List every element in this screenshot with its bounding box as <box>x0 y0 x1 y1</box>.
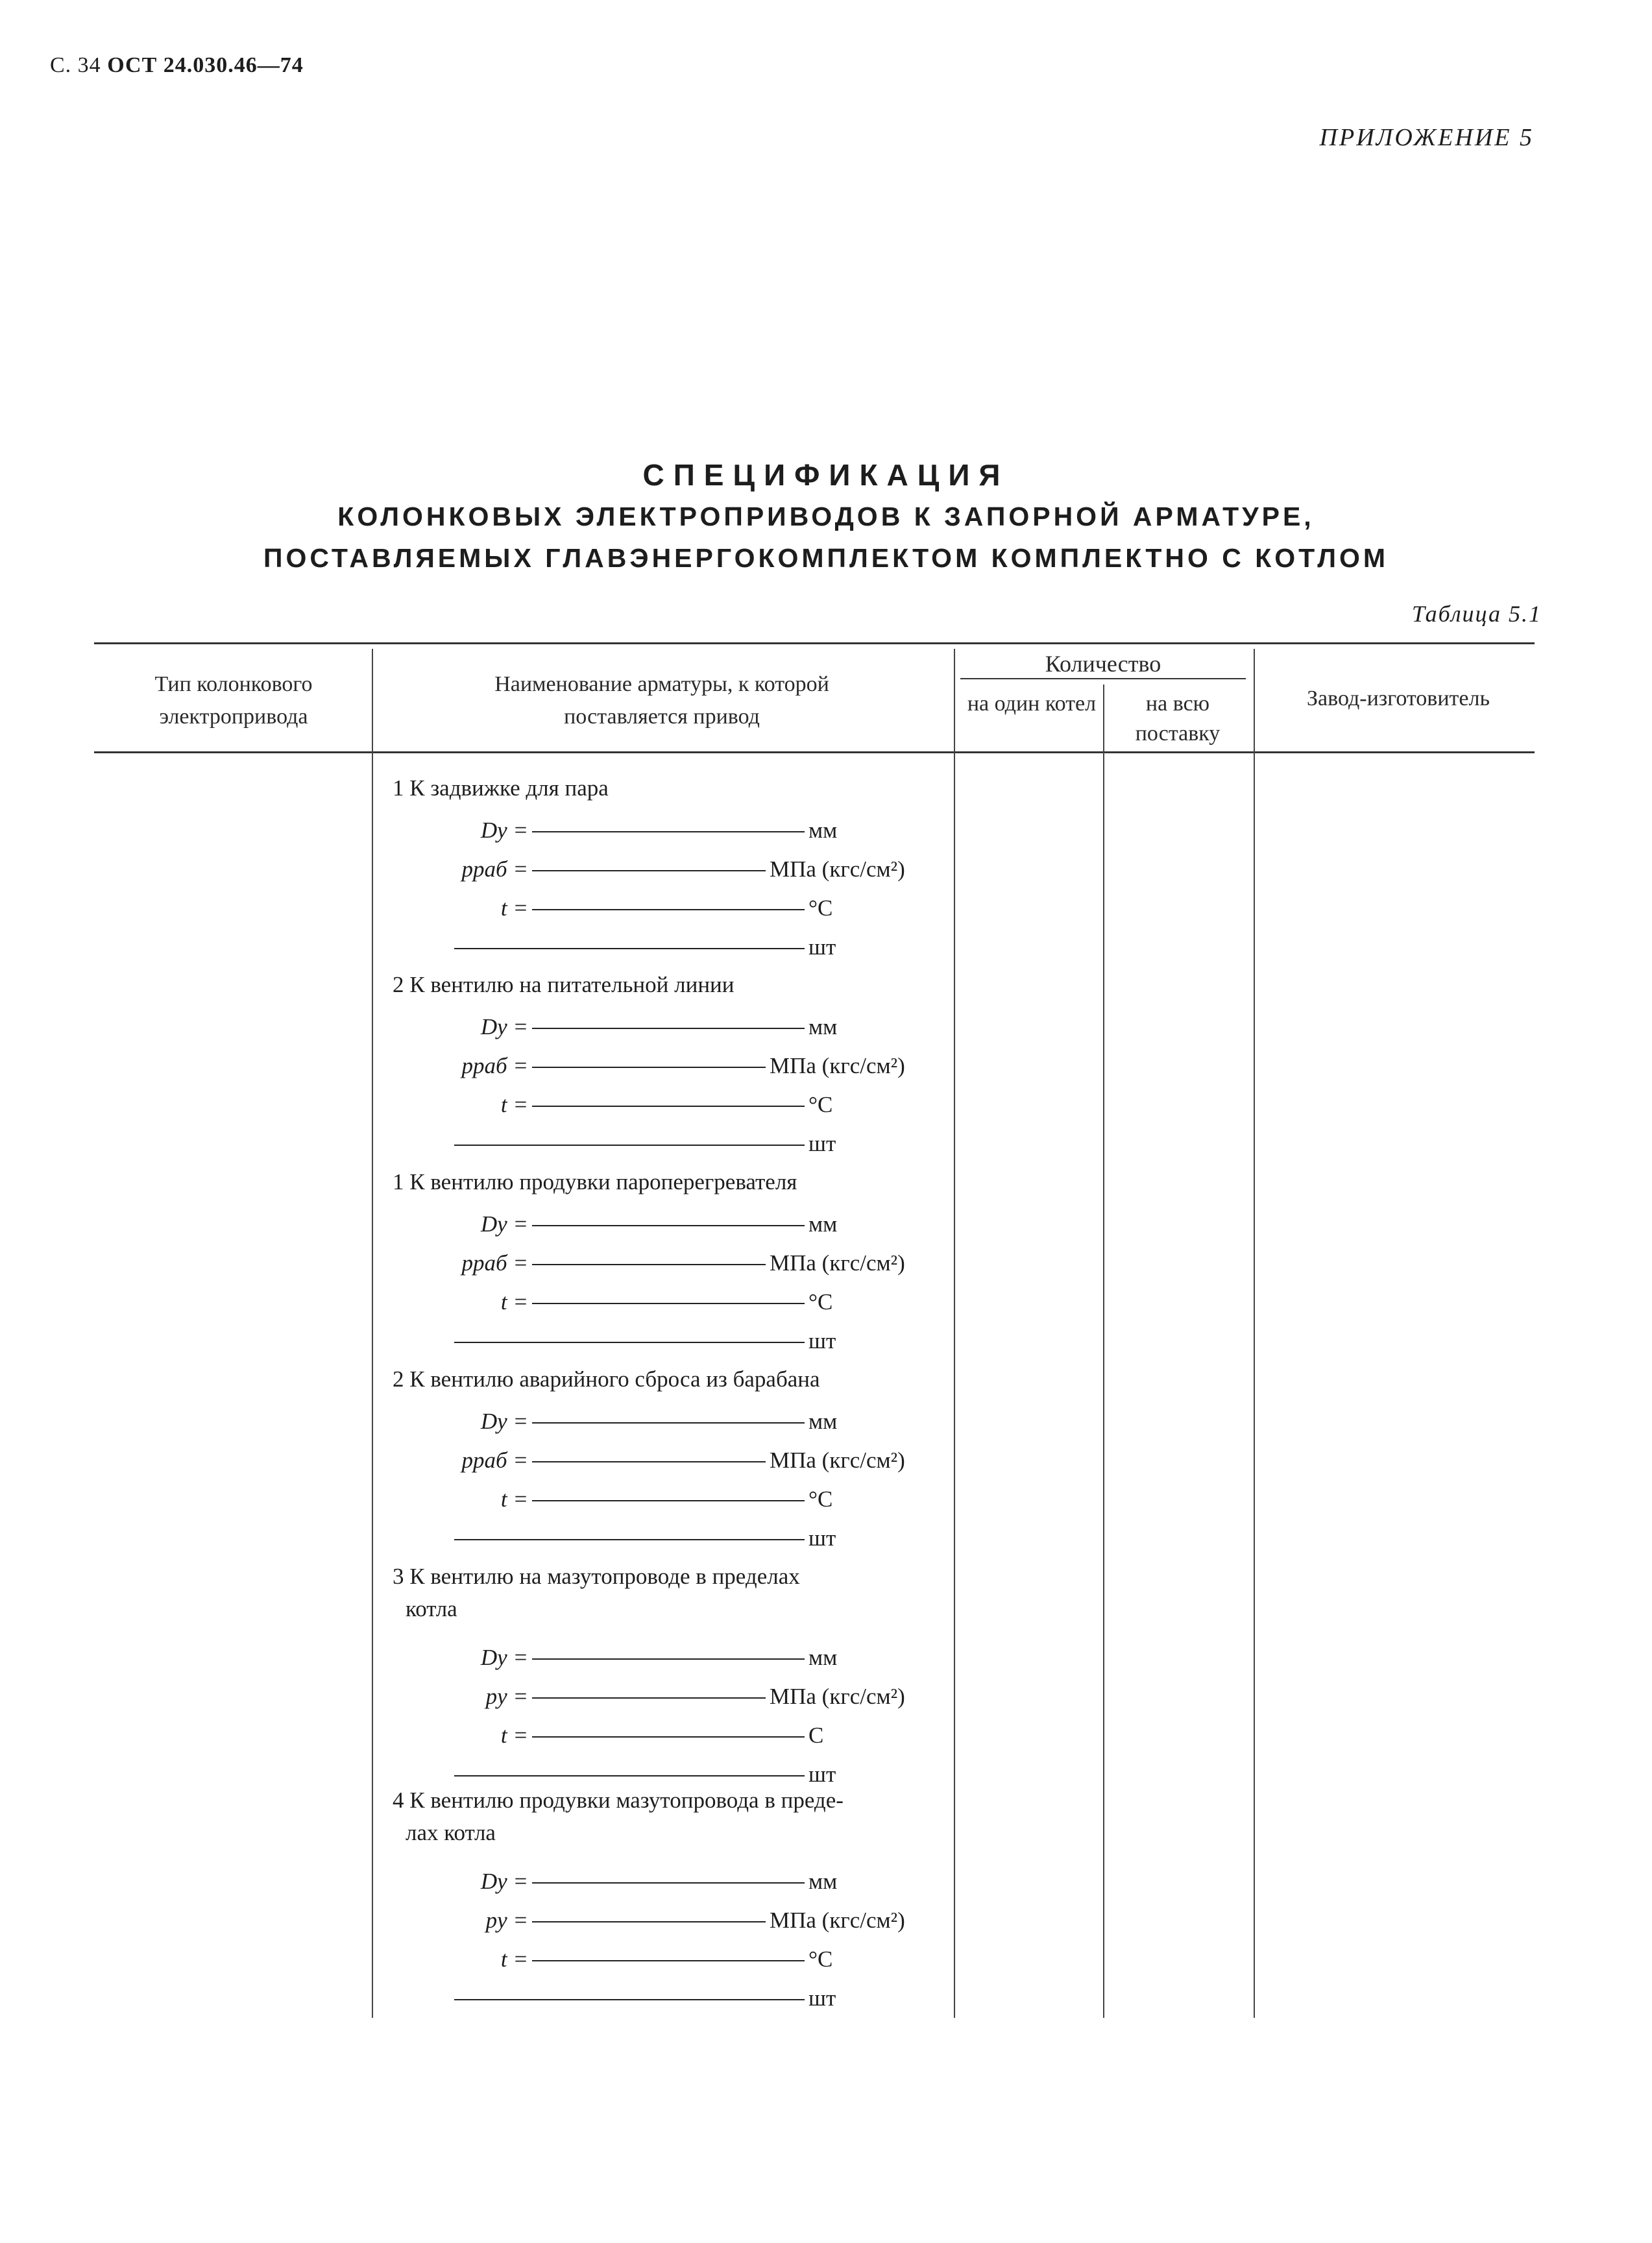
param-t-unit: °C <box>808 1486 833 1512</box>
param-n-unit: шт <box>808 1328 836 1353</box>
param-p-field <box>461 1247 905 1279</box>
page-number: С. 34 <box>50 53 101 77</box>
param-n-unit: шт <box>808 1762 836 1787</box>
blank-line <box>454 1539 805 1540</box>
blank-line <box>454 948 805 949</box>
param-ds-field <box>480 1865 838 1898</box>
table-top-rule <box>94 642 1535 644</box>
param-t-label: t = <box>500 1723 528 1748</box>
param-n-unit: шт <box>808 1525 836 1551</box>
blank-line <box>532 1303 805 1304</box>
param-n-unit: шт <box>808 1985 836 2011</box>
blank-line <box>532 1960 805 1961</box>
param-t-label: t = <box>500 1946 528 1972</box>
param-p-unit: МПа (кгс/см²) <box>770 1684 905 1709</box>
title-line-1: СПЕЦИФИКАЦИЯ <box>642 458 1010 492</box>
document-title <box>0 454 1652 579</box>
param-n-field <box>454 1758 836 1791</box>
param-n-field <box>454 931 836 964</box>
param-p-field <box>485 1680 905 1713</box>
param-ds-unit: мм <box>808 1014 838 1039</box>
column-divider-3 <box>1103 685 1104 2018</box>
param-t-unit: °C <box>808 895 833 921</box>
valve-item-title: 1 К вентилю продувки пароперегревателя <box>393 1169 797 1194</box>
valve-item-title-cont: котла <box>406 1596 457 1621</box>
param-n-field <box>454 1325 836 1357</box>
param-t-unit: °C <box>808 1289 833 1315</box>
param-p-unit: МПа (кгс/см²) <box>770 1908 905 1933</box>
param-t-field <box>500 892 833 925</box>
header-qty-full-supply: на всю поставку <box>1135 692 1221 746</box>
valve-item-title: 2 К вентилю аварийного сброса из барабана <box>393 1366 820 1392</box>
param-ds-field <box>480 814 838 847</box>
param-t-unit: C <box>808 1723 824 1748</box>
header-qty-one-boiler: на один котел <box>967 692 1097 716</box>
param-t-unit: °C <box>808 1946 833 1972</box>
header-quantity: Количество <box>1045 651 1161 677</box>
blank-line <box>532 1225 805 1226</box>
param-t-field <box>500 1943 833 1976</box>
blank-line <box>532 1067 766 1068</box>
blank-line <box>532 1736 805 1738</box>
param-p-field <box>485 1904 905 1937</box>
appendix-label: ПРИЛОЖЕНИЕ 5 <box>1319 124 1534 151</box>
param-ds-label: Dу = <box>480 1211 528 1237</box>
param-p-label: pраб = <box>461 856 528 882</box>
param-ds-label: Dу = <box>480 1409 528 1434</box>
param-ds-label: Dу = <box>480 1869 528 1894</box>
blank-line <box>532 1422 805 1424</box>
blank-line <box>532 1921 766 1922</box>
blank-line <box>532 1106 805 1107</box>
header-manufacturer: Завод-изготовитель <box>1307 686 1490 710</box>
blank-line <box>532 1500 805 1501</box>
param-t-field <box>500 1286 833 1318</box>
blank-line <box>454 1775 805 1776</box>
param-n-field <box>454 1522 836 1555</box>
valve-item-title: 4 К вентилю продувки мазутопровода в преде- <box>393 1788 844 1813</box>
title-line-3: ПОСТАВЛЯЕМЫХ ГЛАВЭНЕРГОКОМПЛЕКТОМ КОМПЛЕКТНО С КОТЛОМ <box>263 543 1389 573</box>
param-t-field <box>500 1483 833 1516</box>
blank-line <box>532 831 805 832</box>
table-header-rule <box>94 751 1535 753</box>
column-divider-1 <box>372 649 373 2018</box>
param-p-unit: МПа (кгс/см²) <box>770 1250 905 1276</box>
valve-item-title: 3 К вентилю на мазутопроводе в пределах <box>393 1564 800 1589</box>
valve-item-title: 2 К вентилю на питательной линии <box>393 972 735 997</box>
blank-line <box>532 1264 766 1265</box>
param-t-field <box>500 1719 824 1752</box>
blank-line <box>454 1145 805 1146</box>
param-ds-unit: мм <box>808 1645 838 1670</box>
blank-line <box>532 1028 805 1029</box>
column-divider-2 <box>954 649 955 2018</box>
blank-line <box>454 1342 805 1343</box>
param-p-field <box>461 853 905 886</box>
param-p-label: pу = <box>485 1908 528 1933</box>
param-p-label: pраб = <box>461 1053 528 1078</box>
param-p-label: pраб = <box>461 1448 528 1473</box>
param-n-unit: шт <box>808 1131 836 1156</box>
standard-code: ОСТ 24.030.46—74 <box>107 53 304 77</box>
param-t-field <box>500 1089 833 1121</box>
param-ds-field <box>480 1642 838 1674</box>
param-t-label: t = <box>500 1289 528 1315</box>
header-drive-type: Тип колонкового электропривода <box>154 672 313 729</box>
param-p-unit: МПа (кгс/см²) <box>770 1053 905 1078</box>
param-ds-field <box>480 1208 838 1241</box>
param-t-label: t = <box>500 1092 528 1117</box>
valve-item-title-cont: лах котла <box>406 1820 496 1845</box>
blank-line <box>532 1882 805 1884</box>
page-header <box>50 53 304 78</box>
param-ds-unit: мм <box>808 818 838 843</box>
blank-line <box>532 870 766 871</box>
param-ds-field <box>480 1405 838 1438</box>
column-divider-4 <box>1254 649 1255 2018</box>
param-ds-unit: мм <box>808 1211 838 1237</box>
param-ds-unit: мм <box>808 1409 838 1434</box>
param-ds-label: Dу = <box>480 1014 528 1039</box>
valve-item-title: 1 К задвижке для пара <box>393 775 609 801</box>
param-n-field <box>454 1982 836 2015</box>
param-p-label: pраб = <box>461 1250 528 1276</box>
title-line-2: КОЛОНКОВЫХ ЭЛЕКТРОПРИВОДОВ К ЗАПОРНОЙ АРМАТУРЕ, <box>337 502 1315 531</box>
param-p-unit: МПа (кгс/см²) <box>770 856 905 882</box>
blank-line <box>532 909 805 910</box>
param-t-unit: °C <box>808 1092 833 1117</box>
param-n-field <box>454 1128 836 1160</box>
param-n-unit: шт <box>808 934 836 960</box>
blank-line <box>532 1697 766 1699</box>
param-ds-field <box>480 1011 838 1043</box>
param-ds-label: Dу = <box>480 818 528 843</box>
param-ds-label: Dу = <box>480 1645 528 1670</box>
param-p-field <box>461 1050 905 1082</box>
blank-line <box>532 1461 766 1462</box>
param-p-field <box>461 1444 905 1477</box>
param-p-unit: МПа (кгс/см²) <box>770 1448 905 1473</box>
blank-line <box>454 1999 805 2000</box>
param-t-label: t = <box>500 895 528 921</box>
param-p-label: pу = <box>485 1684 528 1709</box>
param-ds-unit: мм <box>808 1869 838 1894</box>
header-valve-name: Наименование арматуры, к которой поставляется привод <box>494 672 829 729</box>
blank-line <box>532 1658 805 1660</box>
table-label: Таблица 5.1 <box>1411 601 1542 627</box>
param-t-label: t = <box>500 1486 528 1512</box>
